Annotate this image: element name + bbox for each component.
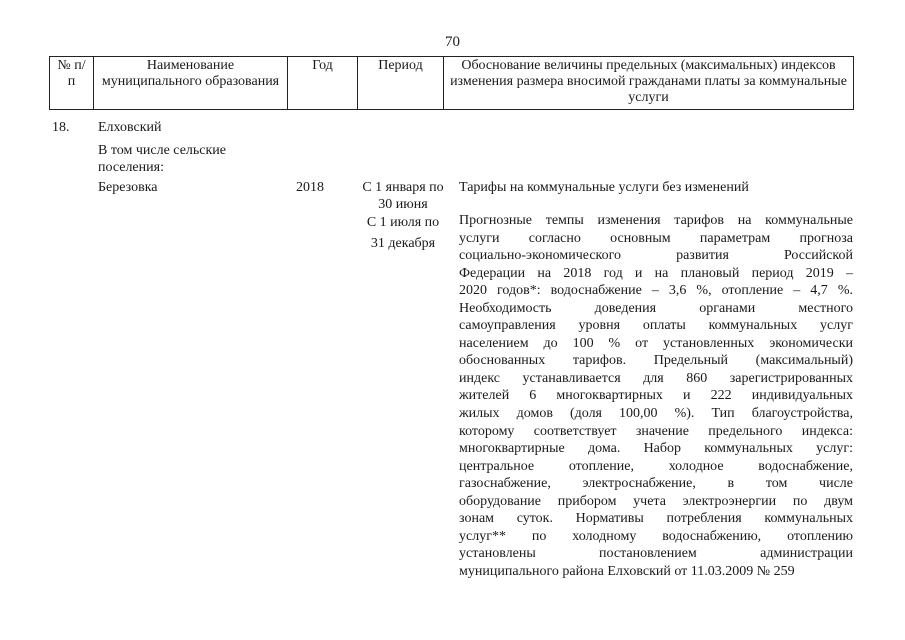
justification-line: Федерации на 2018 год и на плановый период 2019 – [459,265,853,281]
including-settlements-label: В том числе сельские поселения: [98,143,227,175]
justification-line: самоуправления уровня оплаты коммунальных услуг [459,318,853,334]
justification-line: оборудование прибором учета электроэнергии по двум [459,493,853,509]
justification-line: Необходимость доведения органами местного [459,300,853,316]
justification-line: жилых домов (доля 100,00 %). Тип благоустройства, [459,406,853,422]
justification-line: жителей 6 многоквартирных и 222 индивидуальных [459,388,853,404]
justification-line: многоквартирные дома. Набор коммунальных услуг: [459,441,853,457]
justification-line: муниципального района Елховский от 11.03.2009 № 259 [459,563,795,579]
justification-line: индекс устанавливается для 860 зарегистрированных [459,370,853,386]
justification-line: услуг** по холодному водоснабжению, отоплению [459,528,853,544]
justification-line: газоснабжение, электроснабжение, в том числе [459,476,853,492]
justification-line: услуги согласно основным параметрам прогноза [459,230,853,246]
justification-line: 2020 годов*: водоснабжение – 3,6 %, отопление – 4,7 %. [459,283,853,299]
header-number: № п/п [50,57,94,110]
period-second-half: С 1 июля по 31 декабря [366,215,440,251]
header-table [49,56,854,110]
justification-line: обоснованных тарифов. Предельный (максимальный) [459,353,853,369]
justification-line: установлены постановлением администрации [459,546,853,562]
header-municipality: Наименование муниципального образования [94,57,288,110]
table-header-row [50,57,854,110]
settlement-name: Березовка [98,180,158,195]
header-period: Период [358,57,444,110]
justification-line: которому соответствует значение предельного индекса: [459,423,853,439]
header-year: Год [288,57,358,110]
header-justification: Обоснование величины предельных (максимальных) индексов изменения размера вносимой гражданами платы за коммунальные услуги [444,57,854,110]
justification-first-half: Тарифы на коммунальные услуги без изменений [459,180,749,195]
justification-line: населением до 100 % от установленных экономически [459,335,853,351]
page-number: 70 [445,34,460,50]
justification-line: социально-экономического развития Российской [459,248,853,264]
justification-line: зонам суток. Нормативы потребления коммунальных [459,511,853,527]
justification-line: центральное отопление, холодное водоснабжение, [459,458,853,474]
row-number: 18. [52,120,70,135]
year-value: 2018 [296,180,324,195]
period-first-half: С 1 января по 30 июня [362,180,444,212]
justification-second-half [459,212,853,580]
municipality-name: Елховский [98,120,162,135]
justification-line: Прогнозные темпы изменения тарифов на коммунальные [459,213,853,228]
